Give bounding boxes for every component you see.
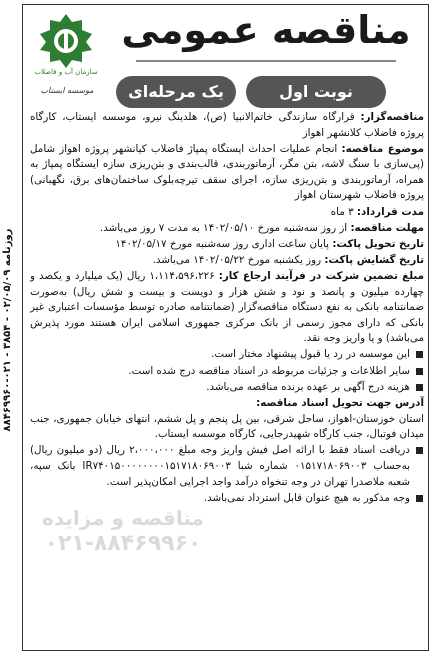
side-strip-text: [2, 14, 18, 646]
delivery-paragraph: [30, 237, 424, 253]
side-text-c: - ۰۲۱-: [2, 349, 13, 383]
condition-bullet-3: هزینه درج آگهی بر عهده برنده مناقصه می‌باشد.: [30, 380, 424, 396]
payment-bullet: دریافت اسناد فقط با ارائه اصل فیش واریز وجه مبلغ ۲،۰۰۰،۰۰۰ ریال (دو میلیون ریال) به‌حساب ۰۱۵۱۷۱۸۰۶۹۰۰۳ شماره شبا IR۷۴۰۱۵۰۰۰۰۰۰۰۰۱۵۱۷۱۸۰۶۹۰۰۳ بانک سپه، شعبه ملاصدرا تهران در وجه تنخواه درآمد واجد اجرایی امکان‌پذیر است.: [30, 443, 424, 490]
deadline-text: از روز سه‌شنبه مورخ ۱۴۰۲/۰۵/۱۰ به مدت ۷ روز می‌باشد.: [99, 221, 351, 234]
guarantee-paragraph: [30, 269, 424, 347]
opening-text: روز یکشنبه مورخ ۱۴۰۲/۰۵/۲۲ می‌باشد.: [152, 253, 325, 266]
round-badge: نوبت اول: [246, 76, 386, 108]
delivery-text: پایان ساعت اداری روز سه‌شنبه مورخ ۱۴۰۲/۰۵/۱۷: [115, 237, 333, 250]
watermark-line-2: ۰۲۱-۸۸۴۶۹۹۶۰: [44, 531, 202, 556]
condition-bullet-1: این موسسه در رد یا قبول پیشنهاد مختار است.: [30, 347, 424, 363]
duration-text: ۳ ماه: [330, 205, 357, 218]
guarantee-label: مبلغ تضمین شرکت در فرآیند ارجاع کار:: [218, 269, 424, 282]
subject-paragraph: [30, 142, 424, 204]
deadline-label: مهلت مناقصه:: [350, 221, 424, 234]
guarantee-text: ۱،۱۱۴،۵۹۶،۲۲۶ ریال (یک میلیارد و یکصد و چهارده میلیون و پانصد و نود و شش هزار و دویست و بیست و شش ریال) به‌صورت ضمانتنامه بانکی به نفع دستگاه مناقصه‌گزار (ضمانتنامه صادره توسط مؤسسات اعتباری غیر بانکی که دارای مجوز رسمی از بانک مرکزی جمهوری اسلامی ایران هستند مورد پذیرش می‌باشد) و یا واریز وجه نقد.: [30, 269, 424, 345]
address-label: آدرس جهت تحویل اسناد مناقصه:: [256, 396, 424, 409]
logo-caption: موسسه ایستاب: [40, 86, 94, 95]
tenderer-text: قرارگاه سازندگی خاتم‌الانبیا (ص)، هلدینگ نیرو، موسسه ایستاب، کارگاه پروژه فاضلاب کلانشهر اهواز: [30, 111, 424, 139]
condition-bullet-2: سایر اطلاعات و جزئیات مربوطه در اسناد مناقصه درج شده است.: [30, 364, 424, 380]
side-text-b: ۰۲/۰۵/۰۹ - ۳۸۵۴: [2, 269, 13, 350]
duration-paragraph: [30, 205, 424, 221]
stage-badge: یک مرحله‌ای: [116, 76, 236, 108]
logo-subtitle: سازمان آب و فاضلاب: [34, 68, 98, 76]
opening-label: تاریخ گشایش پاکت:: [324, 253, 424, 266]
emblem-icon: [38, 12, 94, 68]
side-strip: [0, 4, 20, 651]
refund-bullet: وجه مذکور به هیچ عنوان قابل استرداد نمی‌باشد.: [30, 491, 424, 507]
logo: [30, 12, 102, 96]
address-text: استان خوزستان-اهواز، ساحل شرقی، بین پل پنجم و پل ششم، انتهای خیابان جمهوری، جنب میدان فوتبال، جنب کارگاه شهیدرجایی، کارگاه موسسه ایستاب.: [30, 412, 424, 441]
tenderer-paragraph: [30, 110, 424, 141]
watermark-line-1: مناقصه و مزایده: [42, 506, 204, 530]
address-heading: [30, 396, 424, 412]
subject-label: موضوع مناقصه:: [341, 142, 424, 155]
ad-header: [106, 8, 426, 108]
side-text-d: ۸۸۴۶۹۹۶۰: [2, 382, 13, 432]
ad-body: [30, 110, 424, 507]
duration-label: مدت قرارداد:: [356, 205, 424, 218]
title-underline: [136, 60, 396, 62]
subject-text: انجام عملیات احداث ایستگاه پمپاژ فاضلاب کیانشهر پروژه اهواز شامل (پی‌سازی با سنگ لاشه، بتن مگر، آرماتوربندی، قالب‌بندی و بتن‌ریزی سازه ایستگاه پمپاژ به همراه، آرماتوربندی و بتن‌ریزی سازه، اجرای سقف تیرچه‌بلوک ساختمان‌های برق، نگهبانی) پروژه فاضلاب شهرستان اهواز: [30, 142, 424, 202]
tenderer-label: مناقصه‌گزار:: [360, 111, 424, 123]
delivery-label: تاریخ تحویل پاکت:: [332, 237, 424, 250]
side-text-a: روزنامه: [2, 228, 13, 270]
deadline-paragraph: [30, 221, 424, 237]
page-title: مناقصه عمومی: [121, 8, 411, 52]
opening-paragraph: [30, 253, 424, 269]
